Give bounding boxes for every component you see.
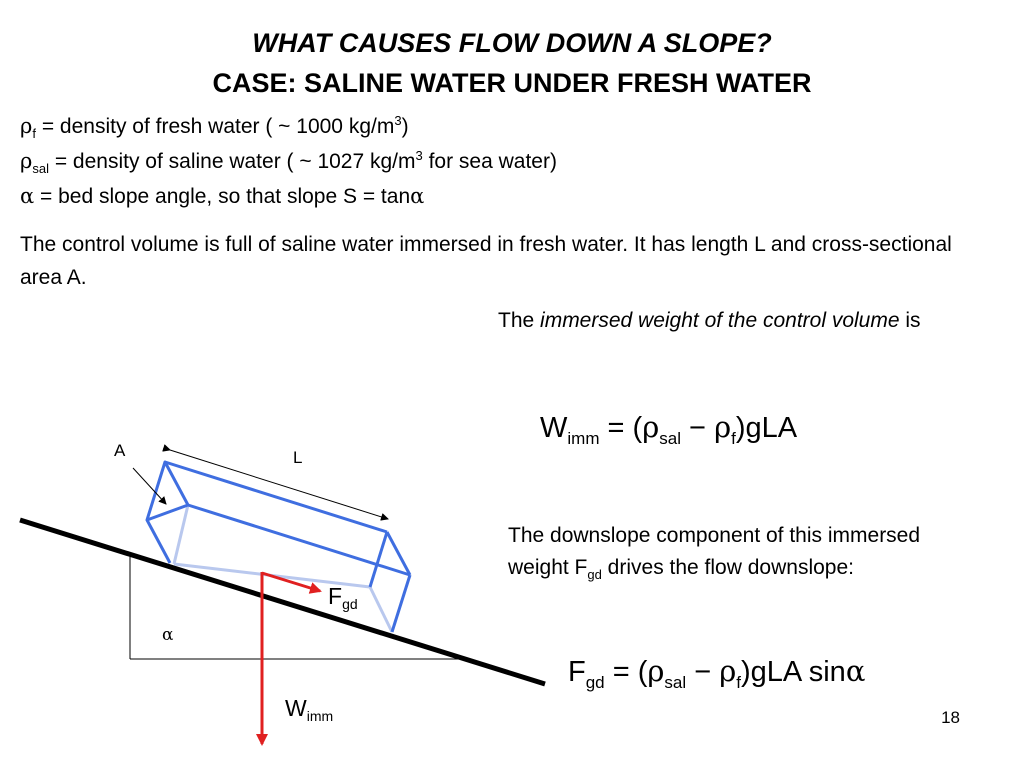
eq-rho-f-sub: f — [731, 428, 736, 448]
definition-text-end: ) — [401, 115, 409, 138]
eq-minus: − — [681, 412, 715, 444]
eq-rho-sal-sub: sal — [659, 428, 681, 448]
eq-rho-sal: ρ — [647, 654, 665, 688]
alpha-symbol-trailing: α — [410, 184, 425, 208]
label-L: L — [293, 448, 303, 467]
eq-lhs: W — [540, 412, 568, 444]
rho-subscript: f — [32, 126, 36, 142]
eq-rhs: )gLA — [735, 412, 798, 444]
eq-lhs-sub: gd — [585, 672, 605, 692]
rho-subscript: sal — [32, 161, 49, 177]
control-volume-box — [147, 462, 410, 632]
text-post: is — [899, 309, 921, 332]
eq-lhs: F — [568, 656, 586, 688]
eq-minus: − — [686, 656, 720, 688]
eq-rho-f-sub: f — [736, 672, 742, 692]
label-F-sub: gd — [342, 596, 358, 612]
definition-text: = density of fresh water ( ~ 1000 kg/m — [35, 115, 395, 138]
text-pre: The downslope component of this immersed weight F — [508, 524, 921, 579]
slide-title-line2: CASE: SALINE WATER UNDER FRESH WATER — [212, 68, 812, 98]
label-alpha: α — [162, 625, 174, 645]
eq-alpha: α — [845, 654, 866, 688]
eq-rho-f: ρ — [714, 410, 732, 444]
eq-equals: = ( — [604, 656, 648, 688]
eq-equals: = ( — [599, 412, 643, 444]
text-sub: gd — [587, 567, 602, 583]
unit-exponent: 3 — [394, 113, 402, 128]
unit-exponent: 3 — [415, 148, 423, 163]
text-pre: The — [498, 309, 541, 332]
rho-symbol: ρ — [20, 149, 33, 173]
text-post: drives the flow downslope: — [601, 556, 854, 579]
downslope-force-arrow — [262, 573, 320, 591]
definition-text: = density of saline water ( ~ 1027 kg/m — [48, 150, 416, 173]
eq-rhs: )gLA sin — [741, 656, 846, 688]
label-F: F — [328, 583, 343, 609]
definition-text-end: for sea water) — [422, 150, 557, 173]
label-A: A — [114, 441, 126, 460]
page-number: 18 — [941, 708, 960, 727]
label-W-sub: imm — [306, 708, 334, 724]
text-italic: immersed weight of the control volume — [540, 309, 900, 332]
alpha-symbol: α — [20, 184, 35, 208]
definition-text: = bed slope angle, so that slope S = tan — [34, 185, 411, 208]
label-Fgd — [328, 583, 358, 612]
slide-title-line1: WHAT CAUSES FLOW DOWN A SLOPE? — [252, 28, 772, 58]
eq-rho-sal: ρ — [642, 410, 660, 444]
eq-rho-f: ρ — [719, 654, 737, 688]
eq-lhs-sub: imm — [567, 428, 600, 448]
control-volume-paragraph: The control volume is full of saline water immersed in fresh water. It has length L and cross-sectional area A. — [20, 233, 952, 289]
eq-rho-sal-sub: sal — [664, 672, 687, 692]
label-Wimm — [285, 695, 333, 724]
label-W: W — [285, 695, 307, 721]
rho-symbol: ρ — [20, 114, 33, 138]
